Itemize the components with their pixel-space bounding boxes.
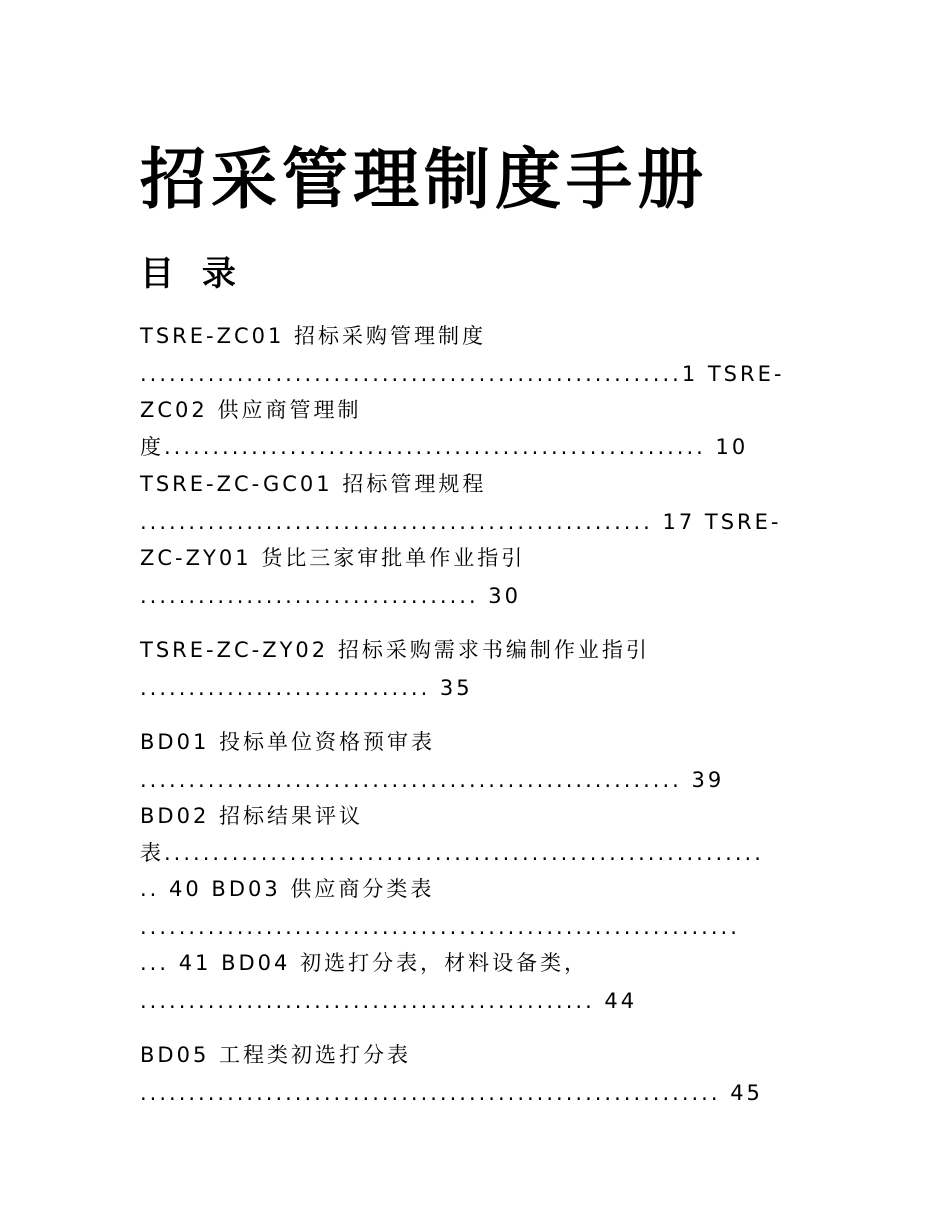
toc-line: BD02 招标结果评议 xyxy=(140,804,363,828)
toc-line: TSRE-ZC-GC01 招标管理规程 xyxy=(140,472,487,496)
toc-line: .............................................................. xyxy=(140,915,740,939)
toc-line: 表.............................................................. xyxy=(140,841,764,865)
toc-line: TSRE-ZC-ZY02 招标采购需求书编制作业指引 xyxy=(140,638,650,662)
toc-line: .............................. 35 xyxy=(140,676,473,700)
toc-line: .. 40 BD03 供应商分类表 xyxy=(140,877,435,901)
toc-line: ZC02 供应商管理制 xyxy=(140,398,362,422)
toc-line: ............................................... 44 xyxy=(140,989,638,1013)
toc-line: ........................................................1 TSRE- xyxy=(140,362,785,386)
document-title: 招采管理制度手册 xyxy=(140,141,708,218)
toc-line: BD05 工程类初选打分表 xyxy=(140,1043,411,1067)
toc-line: ... 41 BD04 初选打分表，材料设备类， xyxy=(140,951,589,975)
toc-line: BD01 投标单位资格预审表 xyxy=(140,730,435,754)
toc-line: ................................... 30 xyxy=(140,584,522,608)
toc-heading: 目 录 xyxy=(140,254,244,294)
toc-line: ZC-ZY01 货比三家审批单作业指引 xyxy=(140,546,526,570)
toc-line: ............................................................ 45 xyxy=(140,1081,763,1105)
toc-line: ..................................................... 17 TSRE- xyxy=(140,510,782,534)
toc-line: 度........................................................ 10 xyxy=(140,435,749,459)
toc-line: ........................................................ 39 xyxy=(140,768,725,792)
toc-line: TSRE-ZC01 招标采购管理制度 xyxy=(140,324,487,348)
